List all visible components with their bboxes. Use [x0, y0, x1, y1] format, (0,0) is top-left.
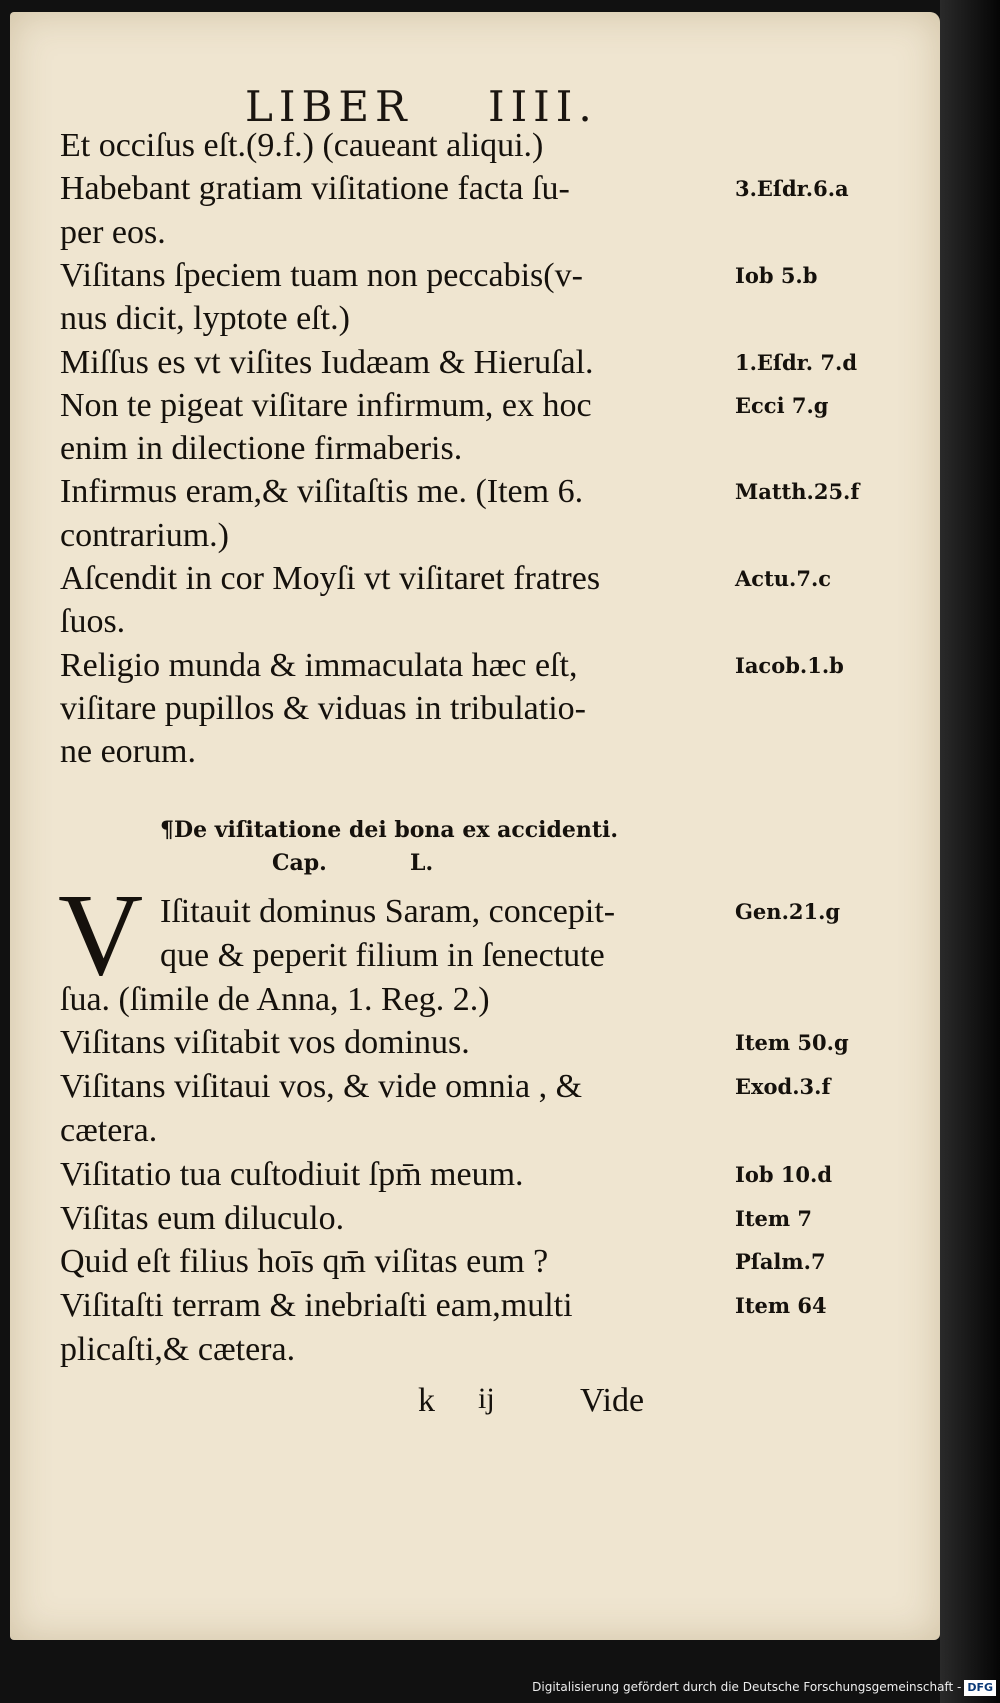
line-text: Et occiſus eſt.(9.f.) (caueant aliqui.)	[60, 127, 544, 164]
line-text: Viſitaſti terram & inebriaſti eam,multi	[60, 1287, 573, 1325]
text-line	[10, 730, 940, 774]
line-text: Viſitans viſitaui vos, & vide omnia , &	[60, 1068, 583, 1106]
text-line	[10, 1021, 940, 1065]
text-line	[10, 470, 940, 514]
marginal-reference: Iob 5.b	[735, 262, 818, 288]
digitization-credit	[532, 1672, 996, 1702]
book-page	[10, 12, 940, 1640]
text-line	[10, 978, 940, 1022]
line-text: Quid eſt filius hoīs qm̄ viſitas eum ?	[60, 1243, 549, 1281]
line-text: Viſitatio tua cuſtodiuit ſpm̄ meum.	[60, 1155, 524, 1193]
text-line	[10, 890, 940, 934]
dfg-logo: DFG	[964, 1680, 996, 1696]
text-line	[10, 1065, 940, 1109]
line-text: Viſitas eum diluculo.	[60, 1199, 345, 1237]
text-line	[10, 167, 940, 211]
line-text: cætera.	[60, 1112, 158, 1149]
line-text: Viſitans ſpeciem tuam non peccabis(v-	[60, 256, 583, 294]
line-text: Non te pigeat viſitare infirmum, ex hoc	[60, 386, 592, 424]
line-text: per eos.	[60, 213, 166, 251]
page-shadow-edge	[940, 0, 1000, 1703]
header-liber: LIBER	[245, 82, 413, 131]
line-text: contrarium.)	[60, 516, 229, 554]
line-text: Iſitauit dominus Saram, concepit-	[160, 893, 616, 930]
text-line	[10, 384, 940, 428]
text-line	[10, 124, 940, 168]
text-line	[10, 341, 940, 385]
line-text: nus dicit, lyptote eſt.)	[60, 300, 350, 338]
signature-mark: k	[418, 1382, 435, 1419]
credit-text: Digitalisierung gefördert durch die Deutsche Forschungsgemeinschaft -	[532, 1680, 962, 1694]
text-line	[10, 297, 940, 341]
text-line	[10, 1240, 940, 1284]
text-line	[10, 514, 940, 558]
line-text: viſitare pupillos & viduas in tribulatio-	[60, 689, 586, 727]
marginal-reference: Actu.7.c	[735, 566, 832, 591]
text-line	[10, 934, 940, 978]
line-text: que & peperit filium in ſenectute	[160, 936, 605, 974]
marginal-reference: Item 50.g	[735, 1030, 849, 1056]
chapter-number: L.	[410, 850, 434, 876]
marginal-reference: Iacob.1.b	[735, 652, 844, 678]
text-line	[10, 427, 940, 471]
text-line	[10, 1153, 940, 1197]
line-text: Habebant gratiam viſitatione facta ſu-	[60, 170, 570, 208]
line-text: Religio munda & immaculata hæc eſt,	[60, 646, 578, 684]
marginal-reference: Gen.21.g	[735, 899, 841, 924]
marginal-reference: 1.Eſdr. 7.d	[735, 349, 858, 375]
text-line	[10, 600, 940, 644]
line-text: enim in dilectione firmaberis.	[60, 430, 463, 468]
marginal-reference: 3.Eſdr.6.a	[735, 176, 849, 202]
catchword: Vide	[580, 1382, 645, 1419]
text-line	[10, 1197, 940, 1241]
line-text: Aſcendit in cor Moyſi vt viſitaret fratres	[60, 560, 601, 597]
marginal-reference: Iob 10.d	[735, 1161, 833, 1187]
marginal-reference: Ecci 7.g	[735, 392, 829, 418]
text-line	[10, 687, 940, 731]
text-line	[10, 1109, 940, 1153]
marginal-reference: Pſalm.7	[735, 1249, 826, 1275]
chapter-heading: ¶De viſitatione dei bona ex accidenti.	[160, 817, 619, 843]
drop-capital: V	[58, 869, 144, 1000]
header-book-number: IIII.	[488, 82, 598, 131]
marginal-reference: Exod.3.f	[735, 1074, 831, 1100]
marginal-reference: Item 7	[735, 1205, 813, 1231]
line-text: plicaſti,& cætera.	[60, 1331, 296, 1368]
line-text: ſuos.	[60, 603, 126, 641]
text-line	[10, 1328, 940, 1372]
text-line	[10, 644, 940, 688]
line-text: ne eorum.	[60, 733, 196, 771]
marginal-reference: Matth.25.f	[735, 479, 860, 505]
text-line	[10, 1284, 940, 1328]
chapter-label: Cap.	[272, 850, 327, 876]
text-line	[10, 254, 940, 298]
line-text: ſua. (ſimile de Anna, 1. Reg. 2.)	[60, 980, 490, 1018]
signature-number: ij	[478, 1382, 495, 1415]
text-line	[10, 211, 940, 255]
line-text: Viſitans viſitabit vos dominus.	[60, 1024, 470, 1062]
marginal-reference: Item 64	[735, 1293, 827, 1319]
text-line	[10, 557, 940, 601]
line-text: Infirmus eram,& viſitaſtis me. (Item 6.	[60, 473, 584, 511]
line-text: Miſſus es vt viſites Iudæam & Hieruſal.	[60, 343, 594, 381]
